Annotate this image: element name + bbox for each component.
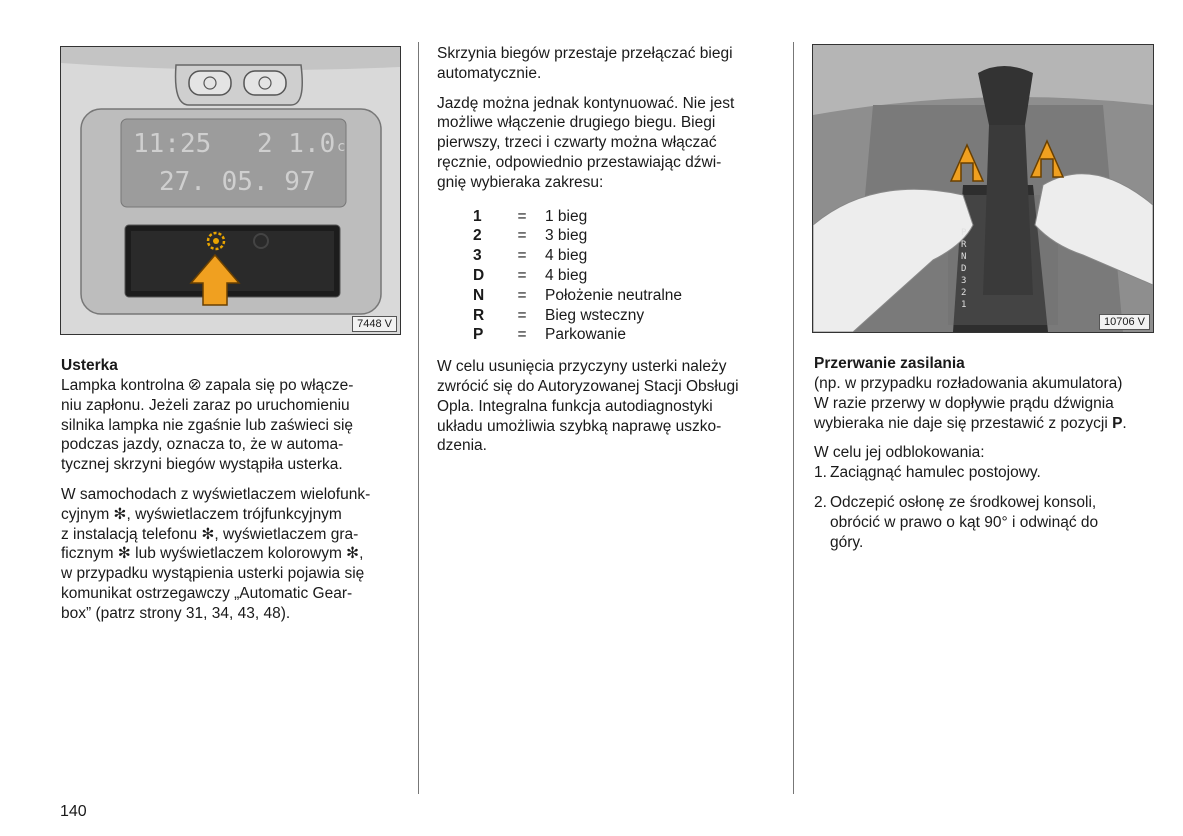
table-row [473,325,682,345]
list-number: 2. [814,493,827,511]
gear-key: R [473,306,485,324]
paragraph [437,44,782,84]
table-row [473,266,682,286]
text-line: z instalacją telefonu ✻, wyświetlaczem gra- [61,525,359,543]
equals-sign: = [517,227,527,245]
gear-value: Parkowanie [545,326,626,344]
figure-label: 10706 V [1099,314,1150,330]
gear-key: N [473,286,485,304]
gate-letter: P [961,228,967,238]
gate-letter: 1 [961,300,967,310]
left-column [61,356,401,634]
text-line: Jazdę można jednak kontynuować. Nie jest [437,94,735,112]
page-number: 140 [60,803,87,820]
text-line: Zaciągnąć hamulec postojowy. [830,464,1041,482]
lcd-date: 27. 05. 97 [159,167,316,197]
text-line: góry. [830,533,864,551]
gate-letter: R [961,240,967,250]
text-line: wybieraka nie daje się przestawić z pozycji [814,414,1113,432]
paragraph [61,485,401,624]
text-line: obrócić w prawo o kąt 90° i odwinąć do [830,513,1099,531]
gear-key: 3 [473,247,482,265]
section-heading-przerwanie-zasilania: Przerwanie zasilania [814,355,965,372]
text-line: cyjnym ✻, wyświetlaczem trójfunkcyjnym [61,505,342,523]
right-column [814,354,1159,552]
paragraph [61,376,401,475]
text-line: niu zapłonu. Jeżeli zaraz po uruchomieniu [61,396,350,414]
gear-key: 2 [473,227,482,245]
text-line: podczas jazdy, oznacza to, że w automa- [61,436,344,454]
gear-key: P [473,326,484,344]
text-line: (np. w przypadku rozładowania akumulatora) [814,375,1123,392]
text-line: układu umożliwia szybką naprawę uszko- [437,417,722,435]
list-text [830,493,1098,552]
table-row [473,207,682,227]
equals-sign: = [517,266,527,284]
gear-value: Bieg wsteczny [545,306,645,324]
gear-value: 1 bieg [545,207,588,225]
gear-value: Położenie neutralne [545,286,683,304]
position-p: P [1112,414,1123,432]
text-line: box” (patrz strony 31, 34, 43, 48). [61,604,291,622]
list-item [814,463,1159,483]
text-line: automatycznie. [437,64,542,82]
text-line: komunikat ostrzegawczy „Automatic Gear- [61,584,353,602]
list-text [830,463,1041,483]
text-line: tycznej skrzyni biegów wystąpiła usterka. [61,456,343,474]
text-line: Lampka kontrolna ⦼ zapala się po włącze- [61,377,354,394]
text-line: możliwe włączenie drugiego biegu. Biegi [437,114,716,132]
equals-sign: = [517,286,527,304]
column-rule-left [418,42,419,794]
gear-key: 1 [473,207,482,225]
text-line: dzenia. [437,437,487,455]
gear-value: 4 bieg [545,266,588,284]
text-line: zwrócić się do Autoryzowanej Stacji Obsługi [437,377,739,395]
equals-sign: = [517,207,527,225]
gate-letter: N [961,252,967,262]
gate-letter: 3 [961,276,967,286]
paragraph [437,94,782,193]
text-line: pierwszy, trzeci i czwarty można włączać [437,134,717,152]
gear-key: D [473,266,485,284]
figure-selector-cover [812,44,1154,333]
text-line: Opla. Integralna funkcja autodiagnostyki [437,397,713,415]
text-line: W celu usunięcia przyczyny usterki należy [437,358,727,376]
list-number: 1. [814,464,827,482]
table-row [473,286,682,306]
text-line: gnię wybieraka zakresu: [437,173,604,191]
lcd-temperature-unit: c [337,139,346,155]
table-row [473,306,682,326]
figure-display-warning [60,46,401,335]
middle-column [437,44,782,466]
paragraph: W celu jej odblokowania: [814,444,985,462]
equals-sign: = [517,306,527,324]
gear-gate-letters [961,228,967,310]
paragraph [437,357,782,456]
list-item [814,493,1159,552]
gate-letter: 2 [961,288,967,298]
equals-sign: = [517,326,527,344]
text-line: silnika lampka nie zgaśnie lub zaświeci się [61,416,354,434]
table-row [473,226,682,246]
text-line: ręcznie, odpowiednio przestawiając dźwi- [437,153,722,171]
gear-value: 3 bieg [545,227,588,245]
equals-sign: = [517,247,527,265]
text-line: Skrzynia biegów przestaje przełączać biegi [437,45,733,62]
lcd-time: 11:25 [133,129,212,159]
gate-letter: D [961,264,967,274]
text-line: . [1122,414,1127,432]
text-line: W razie przerwy w dopływie prądu dźwignia [814,394,1114,412]
figure-label: 7448 V [352,316,397,332]
table-row [473,246,682,266]
selector-illustration [813,45,1153,332]
column-rule-right [793,42,794,794]
text-line: W samochodach z wyświetlaczem wielofunk- [61,485,371,503]
section-heading-usterka: Usterka [61,357,118,374]
text-line: ficznym ✻ lub wyświetlaczem kolorowym ✻, [61,545,364,563]
gear-mapping-table [473,207,682,346]
text-line: w przypadku wystąpienia usterki pojawia się [61,565,365,583]
gear-value: 4 bieg [545,247,588,265]
text-line: Odczepić osłonę ze środkowej konsoli, [830,493,1097,511]
paragraph [814,374,1159,433]
lcd-temperature: 2 1.0 [257,129,336,159]
